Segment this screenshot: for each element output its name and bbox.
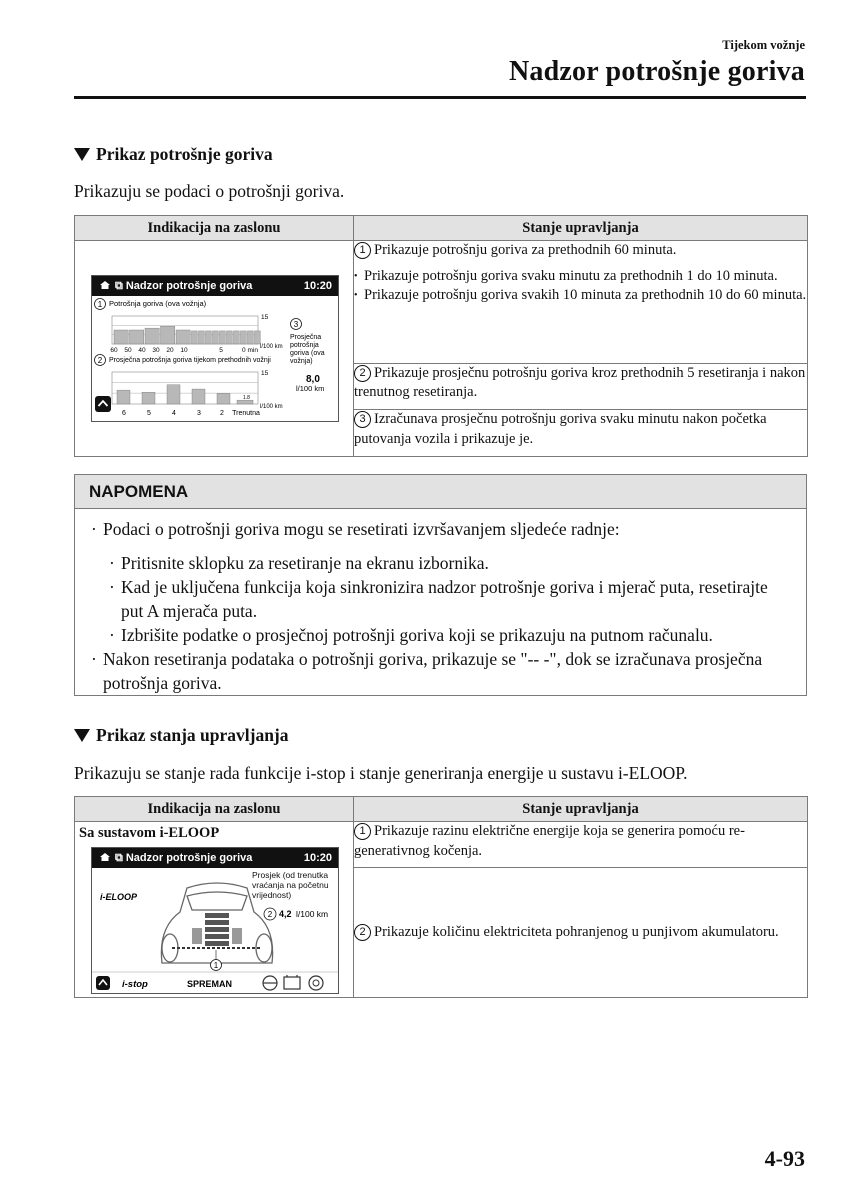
chart2-bar — [167, 385, 180, 404]
eloop-screen — [91, 847, 339, 994]
avg-value: 8,0 — [306, 374, 320, 385]
note-subitem: · Pritisnite sklopku za resetiranje na ekranu izbornika. — [109, 553, 489, 573]
note-item: · Nakon resetiranja podataka o potrošnji goriva, prikazuje se "-- -", dok se izračunava prosječna potrošnja goriva. — [91, 649, 763, 693]
note-body — [75, 509, 806, 695]
chart1-ymax: 15 — [261, 314, 269, 321]
chart1-bar — [255, 331, 261, 344]
fuel-consumption-table — [74, 215, 808, 457]
chart-previous-trips — [95, 355, 283, 418]
chart2-bar — [192, 389, 205, 404]
page-number: 4-93 — [764, 1146, 805, 1171]
eloop-energy-bars — [172, 913, 262, 948]
note-subitem: · Kad je uključena funkcija koja sinkronizira nadzor potrošnje goriva i mjerač puta, resetirajte put A mjerača puta. — [109, 577, 768, 621]
chart1-bar — [145, 328, 159, 344]
screen-title: Nadzor potrošnje goriva — [125, 280, 253, 292]
home-icon — [100, 281, 110, 289]
eloop-diagram-svg — [92, 868, 338, 993]
chart-this-trip — [95, 299, 325, 394]
svg-text:1: 1 — [213, 961, 219, 970]
triangle-bullet-icon — [74, 148, 90, 161]
column-header-status: Stanje upravljanja — [354, 797, 808, 822]
chart1-tick-label: 50 — [124, 347, 132, 354]
callout-3-icon: 3 — [354, 411, 371, 428]
avg-label-line: Prosječna — [290, 334, 322, 341]
note-heading: NAPOMENA — [75, 475, 806, 509]
section-heading-operating-status — [74, 725, 289, 746]
chart1-tick-label: 10 — [180, 347, 188, 354]
chart1-title: Potrošnja goriva (ova vožnja) — [109, 299, 207, 308]
avg-unit: l/100 km — [296, 384, 325, 393]
chart2-tick-label: 5 — [147, 410, 151, 417]
note-subitem: · Izbrišite podatke o prosječnoj potrošnji goriva koji se prikazuju na putnom računalu. — [109, 625, 713, 645]
eloop-subheading: Sa sustavom i-ELOOP — [79, 825, 220, 841]
triangle-bullet-icon — [74, 729, 90, 742]
section-heading-text: Prikaz stanja upravljanja — [96, 725, 289, 745]
screen-title-bar — [92, 276, 338, 296]
chart1-tick-label: 40 — [138, 347, 146, 354]
status-row-2 — [354, 363, 808, 410]
avg-unit: l/100 km — [296, 909, 329, 919]
status-row-1-text: Prikazuje razinu električne energije koja se generira pomoću re-generativnog kočenja. — [354, 823, 745, 859]
running-header-section: Tijekom vožnje — [722, 38, 805, 52]
chart1-bar — [206, 331, 212, 344]
chart2-unit: l/100 km — [260, 404, 283, 410]
chart1-bar — [199, 331, 205, 344]
chart2-bar — [117, 390, 130, 404]
chart1-bar — [220, 331, 226, 344]
callout-1-icon: 1 — [354, 242, 371, 259]
screen-title: Nadzor potrošnje goriva — [125, 852, 253, 864]
page-title: Nadzor potrošnje goriva — [509, 56, 805, 87]
chart2-tick-label: 6 — [122, 410, 126, 417]
status-row-2 — [354, 868, 808, 998]
chart1-tick-label: 60 — [110, 347, 118, 354]
status-row-2-text: Prikazuje prosječnu potrošnju goriva kroz prethodnih 5 resetiranja i nakon trenutnog resetiranja. — [354, 364, 806, 401]
avg-label-line: goriva (ova — [290, 350, 325, 357]
fuel-charts-svg — [92, 296, 338, 421]
note-item: · Podaci o potrošnji goriva mogu se resetirati izvršavanjem sljedeće radnje: — [91, 519, 620, 539]
callout-3-icon-label: 3 — [293, 320, 299, 329]
section-heading-fuel-consumption — [74, 144, 273, 165]
callout-1-icon: 1 — [354, 823, 371, 840]
screen-time: 10:20 — [303, 852, 332, 864]
chart1-bar — [227, 331, 233, 344]
column-header-status: Stanje upravljanja — [354, 216, 808, 241]
avg-value: 4,2 — [279, 909, 292, 919]
chart1-bar — [176, 330, 190, 344]
chart2-ymax: 15 — [261, 370, 269, 377]
chart2-title: Prosječna potrošnja goriva tijekom prethodnih vožnji — [109, 357, 271, 364]
callout-2-icon: 2 — [354, 365, 371, 382]
back-button[interactable] — [95, 396, 111, 412]
status-row-3 — [354, 410, 808, 457]
status-row-1 — [354, 241, 808, 364]
status-row-3-text: Izračunava prosječnu potrošnju goriva svaku minutu nakon početka putovanja vozila i prikazuje je. — [354, 411, 767, 447]
chart1-unit: l/100 km — [260, 344, 283, 350]
screen-cell — [75, 241, 354, 457]
chart1-bar — [192, 331, 198, 344]
status-row-1-text: Prikazuje potrošnju goriva za prethodnih 60 minuta. — [374, 242, 677, 258]
chart1-tick-label: 30 — [152, 347, 160, 354]
column-header-display: Indikacija na zaslonu — [75, 797, 354, 822]
screen-title-bar — [92, 848, 338, 868]
status-ready: SPREMAN — [187, 979, 233, 989]
chart1-bar — [213, 331, 219, 344]
back-button[interactable] — [96, 976, 110, 990]
callout-2-icon: 2 — [354, 924, 371, 941]
status-row-1-bullet-1: • Prikazuje potrošnju goriva svaku minutu za prethodnih 1 do 10 minuta. — [354, 267, 807, 287]
chart1-tick-label: 5 — [219, 347, 223, 354]
monitor-icon: ⧉ — [115, 280, 123, 292]
istop-label: i-stop — [122, 979, 148, 990]
section-intro: Prikazuju se podaci o potrošnji goriva. — [74, 181, 345, 201]
avg-label-line: potrošnja — [290, 342, 319, 349]
status-row-1-bullet-2: • Prikazuje potrošnju goriva svakih 10 minuta za prethodnih 10 do 60 minuta. — [354, 286, 807, 306]
chart2-bar — [142, 392, 155, 404]
status-row-1 — [354, 822, 808, 868]
chart2-bar — [217, 393, 230, 404]
screen-time: 10:20 — [303, 280, 332, 292]
chart1-bar — [234, 331, 240, 344]
section-heading-text: Prikaz potrošnje goriva — [96, 144, 273, 164]
chart1-bar — [241, 331, 247, 344]
avg-label-line: vožnja) — [290, 358, 313, 365]
chart2-tick-label: 3 — [197, 410, 201, 417]
eloop-label: i-ELOOP — [100, 892, 138, 902]
chart2-current-value: 1.8 — [243, 395, 250, 401]
status-row-2-text: Prikazuje količinu elektriciteta pohranjenog u punjivom akumulatoru. — [374, 923, 779, 940]
chart1-tick-label: 0 min — [242, 347, 258, 354]
avg-note: Prosjek (od trenutka vraćanja na početnu vrijednost) — [252, 870, 329, 900]
callout-2-icon-label: 2 — [97, 356, 103, 365]
svg-text:2: 2 — [267, 910, 273, 919]
chart1-bar — [130, 330, 144, 344]
chart1-tick-label: 20 — [166, 347, 174, 354]
chart1-bar — [248, 331, 254, 344]
callout-1-icon-label: 1 — [97, 300, 103, 309]
operating-status-table — [74, 796, 808, 998]
fuel-monitor-screen — [91, 275, 339, 422]
screen-cell — [75, 822, 354, 998]
chart2-tick-label: 2 — [220, 410, 224, 417]
note-box — [74, 474, 807, 696]
chart2-frame — [112, 372, 258, 404]
battery-icon — [284, 977, 300, 989]
home-icon — [100, 853, 110, 861]
chart1-bar — [161, 326, 175, 344]
engine-icon — [309, 976, 323, 990]
column-header-display: Indikacija na zaslonu — [75, 216, 354, 241]
section-intro: Prikazuju se stanje rada funkcije i-stop i stanje generiranja energije u sustavu i-ELOOP. — [74, 763, 688, 783]
chart1-bar — [114, 330, 128, 344]
chart2-tick-label: 4 — [172, 410, 176, 417]
header-rule — [74, 96, 806, 99]
monitor-icon: ⧉ — [115, 852, 123, 864]
chart2-tick-label: Trenutna — [232, 410, 260, 417]
